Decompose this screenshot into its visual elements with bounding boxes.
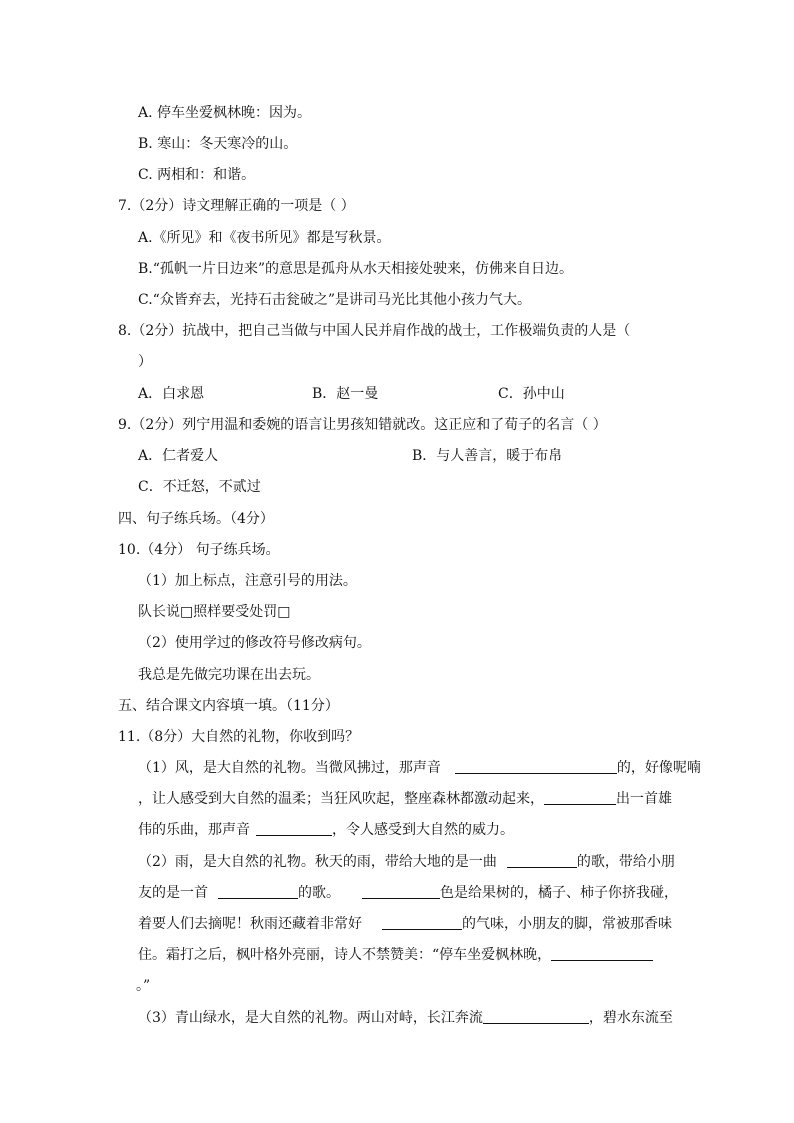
answer-blank[interactable] xyxy=(362,884,440,899)
q11-p2-line3 xyxy=(138,915,672,933)
q9-option-a: A．仁者爱人 xyxy=(138,448,219,464)
text-segment: 的歌，带给小朋 xyxy=(576,854,675,870)
text-segment: 的气味，小朋友的脚，常被那香味 xyxy=(462,916,672,932)
text-segment: 着要人们去摘呢！秋雨还藏着非常好 xyxy=(138,916,362,932)
text-segment: 住。霜打之后，枫叶格外亮丽，诗人不禁赞美：“停车坐爱枫林晚， xyxy=(138,947,552,963)
answer-blank[interactable] xyxy=(256,821,332,836)
text-segment: （2）雨，是大自然的礼物。秋天的雨，带给大地的是一曲 xyxy=(138,854,497,870)
q6-option-b: B. 寒山：冬天寒冷的山。 xyxy=(138,136,298,152)
q10-part1: （1）加上标点，注意引号的用法。 xyxy=(138,573,357,589)
answer-blank[interactable] xyxy=(551,946,653,961)
text-segment: （3）青山绿水，是大自然的礼物。两山对峙，长江奔流 xyxy=(138,1010,483,1026)
text-segment: 的，好像呢喃 xyxy=(616,760,701,776)
q11-p1-line3 xyxy=(138,821,514,839)
text-segment: 伟的乐曲，那声音 xyxy=(138,822,250,838)
text-segment: （1）风，是大自然的礼物。当微风拂过，那声音 xyxy=(138,760,441,776)
q11-p2-line4 xyxy=(138,946,653,964)
text-segment: 色是给果树的，橘子、柿子你挤我碰， xyxy=(440,885,678,901)
answer-blank[interactable] xyxy=(455,759,617,774)
q9-option-c: C．不迁怒，不贰过 xyxy=(138,479,261,495)
q9-stem: 9.（2分）列宁用温和委婉的语言让男孩知错就改。这正应和了荀子的名言（ ） xyxy=(118,417,607,433)
q6-option-a: A. 停车坐爱枫林晚：因为。 xyxy=(138,105,312,121)
text-segment: ，令人感受到大自然的威力。 xyxy=(332,822,514,838)
text-segment: 的歌。 xyxy=(298,885,340,901)
q8-option-a: A．白求恩 xyxy=(138,386,205,402)
q10-stem: 10.（4分） 句子练兵场。 xyxy=(118,542,280,558)
q11-p2-line5: 。” xyxy=(136,978,151,994)
q8-option-c: C．孙中山 xyxy=(498,386,565,402)
q10-part1-sentence: 队长说□照样要受处罚□ xyxy=(138,604,291,620)
q8-stem-cont: ） xyxy=(138,354,152,370)
q6-option-c: C. 两相和：和谐。 xyxy=(138,167,256,183)
section5-title: 五、结合课文内容填一填。（11分） xyxy=(118,698,339,714)
answer-blank[interactable] xyxy=(544,790,616,805)
q11-p3-line1 xyxy=(138,1009,673,1027)
section4-title: 四、句子练兵场。（4分） xyxy=(118,511,274,527)
q8-option-b: B．赵一曼 xyxy=(312,386,379,402)
q11-p2-line2 xyxy=(138,884,678,902)
q11-p1-line1 xyxy=(138,759,701,777)
answer-blank[interactable] xyxy=(483,1009,589,1024)
text-segment: 友的是一首 xyxy=(138,885,208,901)
text-segment: 出一首雄 xyxy=(616,791,672,807)
q11-p2-line1 xyxy=(138,853,675,871)
q7-option-a: A.《所见》和《夜书所见》都是写秋景。 xyxy=(138,230,391,246)
q10-part2: （2）使用学过的修改符号修改病句。 xyxy=(138,635,371,651)
q10-part2-sentence: 我总是先做完功课在出去玩。 xyxy=(138,667,320,683)
q7-option-c: C.“众皆弃去，光持石击瓮破之”是讲司马光比其他小孩力气大。 xyxy=(138,292,531,308)
q11-stem: 11.（8分）大自然的礼物，你收到吗？ xyxy=(118,729,360,745)
text-segment: ，让人感受到大自然的温柔；当狂风吹起，整座森林都激动起来， xyxy=(138,791,544,807)
q8-stem: 8.（2分）抗战中，把自己当做与中国人民并肩作战的战士，工作极端负责的人是（ xyxy=(118,323,631,339)
q7-option-b: B.“孤帆一片日边来”的意思是孤舟从水天相接处驶来，仿佛来自日边。 xyxy=(138,261,574,277)
q11-p1-line2 xyxy=(138,790,672,808)
answer-blank[interactable] xyxy=(382,915,462,930)
q7-stem: 7.（2分）诗文理解正确的一项是（ ） xyxy=(118,198,355,214)
text-segment: ，碧水东流至 xyxy=(588,1010,673,1026)
answer-blank[interactable] xyxy=(218,884,298,899)
q9-option-b: B．与人善言，暖于布帛 xyxy=(412,448,563,464)
answer-blank[interactable] xyxy=(507,853,577,868)
